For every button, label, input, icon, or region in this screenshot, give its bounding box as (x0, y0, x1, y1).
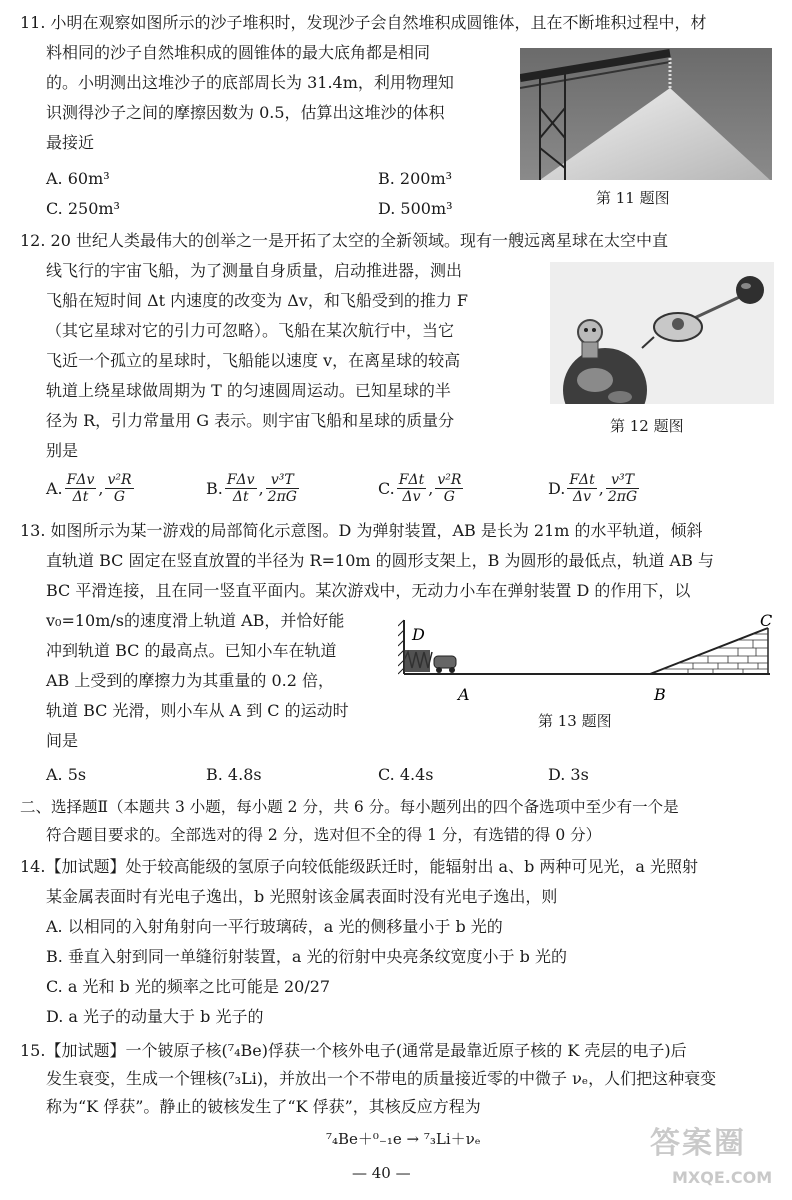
spaceship-planet-photo (550, 262, 774, 404)
section-2-line-2: 符合题目要求的。全部选对的得 2 分，选对但不全的得 1 分，有选错的得 0 分） (46, 826, 602, 844)
q14-option-c: C. a 光和 b 光的频率之比可能是 20/27 (46, 977, 331, 996)
q14-option-a: A. 以相同的入射角射向一平行玻璃砖，a 光的侧移量小于 b 光的 (46, 917, 503, 936)
q12-option-b-label: B. (206, 479, 223, 498)
frac-denominator: G (113, 489, 126, 505)
frac-denominator: Δt (232, 489, 249, 505)
q13-line-6: AB 上受到的摩擦力为其重量的 0.2 倍， (46, 671, 335, 690)
q13-line-5: 冲到轨道 BC 的最高点。已知小车在轨道 (46, 641, 337, 660)
q11-line-1: 11. 小明在观察如图所示的沙子堆积时，发现沙子会自然堆积成圆锥体，且在不断堆积过程中，材 (20, 13, 707, 32)
q11-line-4: 识测得沙子之间的摩擦因数为 0.5，估算出这堆沙的体积 (46, 103, 445, 122)
q13-line-7: 轨道 BC 光滑，则小车从 A 到 C 的运动时 (46, 701, 349, 720)
q12-option-a-label: A. (46, 479, 63, 498)
frac-denominator: 2πG (607, 489, 638, 505)
q11-option-d: D. 500m³ (378, 199, 453, 218)
label-b: B (654, 685, 666, 704)
label-c: C (760, 612, 773, 630)
q13-option-b: B. 4.8s (206, 765, 262, 784)
frac-denominator: Δv (573, 489, 592, 505)
frac-numerator: v³T (606, 472, 639, 489)
q12-option-c-frac1 (397, 472, 426, 505)
section-2-line-1: 二、选择题Ⅱ（本题共 3 小题，每小题 2 分，共 6 分。每小题列出的四个备选项中至少有一个是 (20, 798, 679, 816)
q12-option-b: B. $\frac{\text{FΔv}}{\Delta t}$ , $\frac{\text{v³T}}{2\pi G}$ (206, 472, 297, 505)
q12-line-1: 12. 20 世纪人类最伟大的创举之一是开拓了太空的全新领域。现有一艘远离星球在太空中直 (20, 231, 668, 250)
q12-figure-caption: 第 12 题图 (610, 417, 684, 435)
q11-option-b: B. 200m³ (378, 169, 453, 188)
frac-numerator: v²R (437, 472, 462, 488)
watermark-url: MXQE.COM (672, 1168, 773, 1187)
q12-line-6: 轨道上绕星球做周期为 T 的匀速圆周运动。已知星球的半 (46, 381, 451, 400)
q14-line-1: 14.【加试题】处于较高能级的氢原子向较低能级跃迁时，能辐射出 a、b 两种可见光，a 光照射 (20, 857, 699, 876)
q11-figure-caption: 第 11 题图 (596, 189, 670, 207)
q15-line-2: 发生衰变，生成一个锂核(⁷₃Li)，并放出一个不带电的质量接近零的中微子 νₑ，人们把这种衰变 (46, 1069, 717, 1088)
q15-line-1: 15.【加试题】一个铍原子核(⁷₄Be)俘获一个核外电子(通常是最靠近原子核的 K 壳层的电子)后 (20, 1041, 687, 1060)
q12-line-5: 飞近一个孤立的星球时，飞船能以速度 v，在离星球的较高 (46, 351, 461, 370)
q13-option-a: A. 5s (46, 765, 87, 784)
q13-line-2: 直轨道 BC 固定在竖直放置的半径为 R=10m 的圆形支架上，B 为圆形的最低点，轨道 AB 与 (46, 551, 714, 570)
q13-option-d: D. 3s (548, 765, 589, 784)
page-number: — 40 — (352, 1164, 411, 1182)
track-diagram (398, 612, 778, 708)
q13-option-c: C. 4.4s (378, 765, 434, 784)
frac-numerator: FΔv (226, 472, 255, 488)
q13-figure-caption: 第 13 题图 (538, 712, 612, 730)
q12-option-d-frac1 (567, 472, 596, 505)
q12-line-3: 飞船在短时间 Δt 内速度的改变为 Δv，和飞船受到的推力 F (46, 291, 469, 310)
q12-option-d: D. $\frac{\text{FΔt}}{\Delta v}$ , $\frac{\text{v³T}}{2\pi G}$ (548, 472, 638, 505)
frac-denominator: 2πG (267, 489, 297, 505)
frac-numerator: FΔt (569, 472, 595, 488)
q12-option-a-frac1 (65, 472, 97, 505)
q13-line-1: 13. 如图所示为某一游戏的局部简化示意图。D 为弹射装置，AB 是长为 21m 的水平轨道，倾斜 (20, 521, 703, 540)
q15-equation: ⁷₄Be＋⁰₋₁e → ⁷₃Li＋νₑ (326, 1130, 481, 1148)
q12-line-7: 径为 R，引力常量用 G 表示。则宇宙飞船和星球的质量分 (46, 411, 455, 430)
label-a: A (458, 685, 470, 704)
q14-line-2: 某金属表面时有光电子逸出，b 光照射该金属表面时没有光电子逸出，则 (46, 887, 558, 906)
frac-numerator: v²R (107, 472, 132, 488)
q11-line-5: 最接近 (46, 133, 95, 152)
q11-line-3: 的。小明测出这堆沙子的底部周长为 31.4m，利用物理知 (46, 73, 454, 92)
q14-option-d: D. a 光子的动量大于 b 光子的 (46, 1007, 264, 1026)
q15-line-3: 称为“K 俘获”。静止的铍核发生了“K 俘获”，其核反应方程为 (46, 1097, 481, 1116)
frac-denominator: Δt (72, 489, 89, 505)
q13-line-8: 间是 (46, 731, 79, 750)
q12-option-b-frac1 (225, 472, 257, 505)
q12-option-c: C. $\frac{\text{FΔt}}{\Delta v}$ , $\frac{\text{v²R}}{G}$ (378, 472, 462, 505)
q12-line-2: 线飞行的宇宙飞船，为了测量自身质量，启动推进器，测出 (46, 261, 463, 280)
q12-line-8: 别是 (46, 441, 79, 460)
frac-numerator: FΔv (66, 472, 95, 488)
label-d: D (412, 625, 425, 644)
q14-option-b: B. 垂直入射到同一单缝衍射装置，a 光的衍射中央亮条纹宽度小于 b 光的 (46, 947, 567, 966)
frac-denominator: Δv (402, 489, 421, 505)
q12-option-d-label: D. (548, 479, 566, 498)
q12-option-d-frac2 (606, 472, 639, 505)
q12-option-c-label: C. (378, 479, 395, 498)
q13-line-3: BC 平滑连接，且在同一竖直平面内。某次游戏中，无动力小车在弹射装置 D 的作用下，以 (46, 581, 691, 600)
frac-numerator: v³T (266, 472, 299, 489)
q13-line-4: v₀=10m/s的速度滑上轨道 AB，并恰好能 (46, 611, 345, 630)
q12-option-c-frac2 (435, 472, 463, 505)
watermark-logo: 答案圈 (650, 1126, 746, 1161)
q12-option-b-frac2 (266, 472, 299, 505)
frac-numerator: FΔt (398, 472, 425, 488)
frac-denominator: G (443, 489, 455, 505)
sand-pile-photo (520, 48, 772, 180)
q11-option-c: C. 250m³ (46, 199, 120, 218)
q12-option-a: A. $\frac{\text{FΔv}}{\Delta t}$ , $\frac{\text{v²R}}{G}$ (46, 472, 132, 505)
q11-line-2: 料相同的沙子自然堆积成的圆锥体的最大底角都是相同 (46, 43, 431, 62)
q11-option-a: A. 60m³ (46, 169, 110, 188)
q12-line-4: （其它星球对它的引力可忽略）。飞船在某次航行中，当它 (46, 321, 455, 340)
q12-option-a-frac2 (105, 472, 133, 505)
